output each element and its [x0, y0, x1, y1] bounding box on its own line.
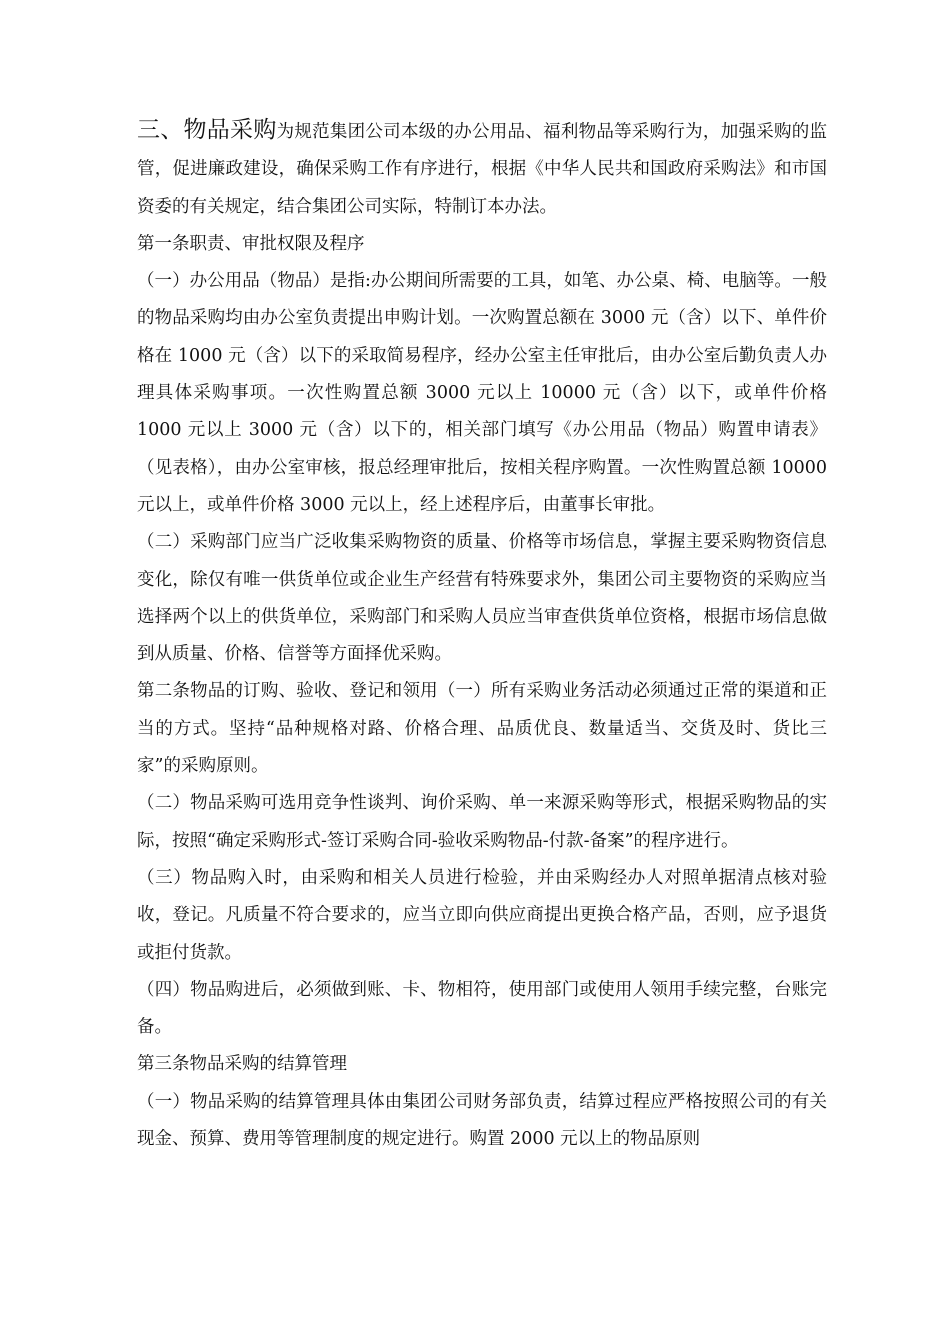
- article-3-item-1: （一）物品采购的结算管理具体由集团公司财务部负责，结算过程应严格按照公司的有关现金、预算、费用等管理制度的规定进行。购置 2000 元以上的物品原则: [137, 1091, 827, 1150]
- article-1-item-2: （二）采购部门应当广泛收集采购物资的质量、价格等市场信息，掌握主要采购物资信息变化，除仅有唯一供货单位或企业生产经营有特殊要求外，集团公司主要物资的采购应当选择两个以上的供货单位，采购部门和采购人员应当审查供货单位资格，根据市场信息做到从质量、价格、信誉等方面择优采购。: [137, 532, 827, 665]
- document-body: [137, 112, 827, 1158]
- article-2-item-3: （三）物品购入时，由采购和相关人员进行检验，并由采购经办人对照单据清点核对验收，登记。凡质量不符合要求的，应当立即向供应商提出更换合格产品，否则，应予退货或拒付货款。: [137, 867, 827, 963]
- section-title: 三、物品采购: [137, 117, 277, 143]
- article-2-item-4: （四）物品购进后，必须做到账、卡、物相符，使用部门或使用人领用手续完整，台账完备。: [137, 979, 827, 1038]
- article-2-paragraph: 第二条物品的订购、验收、登记和领用（一）所有采购业务活动必须通过正常的渠道和正当的方式。坚持“品种规格对路、价格合理、品质优良、数量适当、交货及时、货比三家”的采购原则。: [137, 681, 827, 777]
- intro-text: 为规范集团公司本级的办公用品、福利物品等采购行为，加强采购的监管，促进廉政建设，确保采购工作有序进行，根据《中华人民共和国政府采购法》和市国资委的有关规定，结合集团公司实际，特制订本办法。: [137, 122, 828, 217]
- article-1-item-1: （一）办公用品（物品）是指:办公期间所需要的工具，如笔、办公桌、椅、电脑等。一般的物品采购均由办公室负责提出申购计划。一次购置总额在 3000 元（含）以下、单件价格在 1000 元（含）以下的采取简易程序，经办公室主任审批后，由办公室后勤负责人办理具体采购事项。一次性购置总额 3000 元以上 10000 元（含）以下，或单件价格 1000 元以上 3000 元（含）以下的，相关部门填写《办公用品（物品）购置申请表》（见表格），由办公室审核，报总经理审批后，按相关程序购置。一次性购置总额 10000 元以上，或单件价格 3000 元以上，经上述程序后，由董事长审批。: [137, 271, 827, 515]
- article-1-title: 第一条职责、审批权限及程序: [137, 233, 365, 254]
- article-3-title: 第三条物品采购的结算管理: [137, 1054, 347, 1075]
- intro-paragraph: [137, 112, 827, 226]
- article-2-item-2: （二）物品采购可选用竞争性谈判、询价采购、单一来源采购等形式，根据采购物品的实际，按照“确定采购形式-签订采购合同-验收采购物品-付款-备案”的程序进行。: [137, 793, 827, 851]
